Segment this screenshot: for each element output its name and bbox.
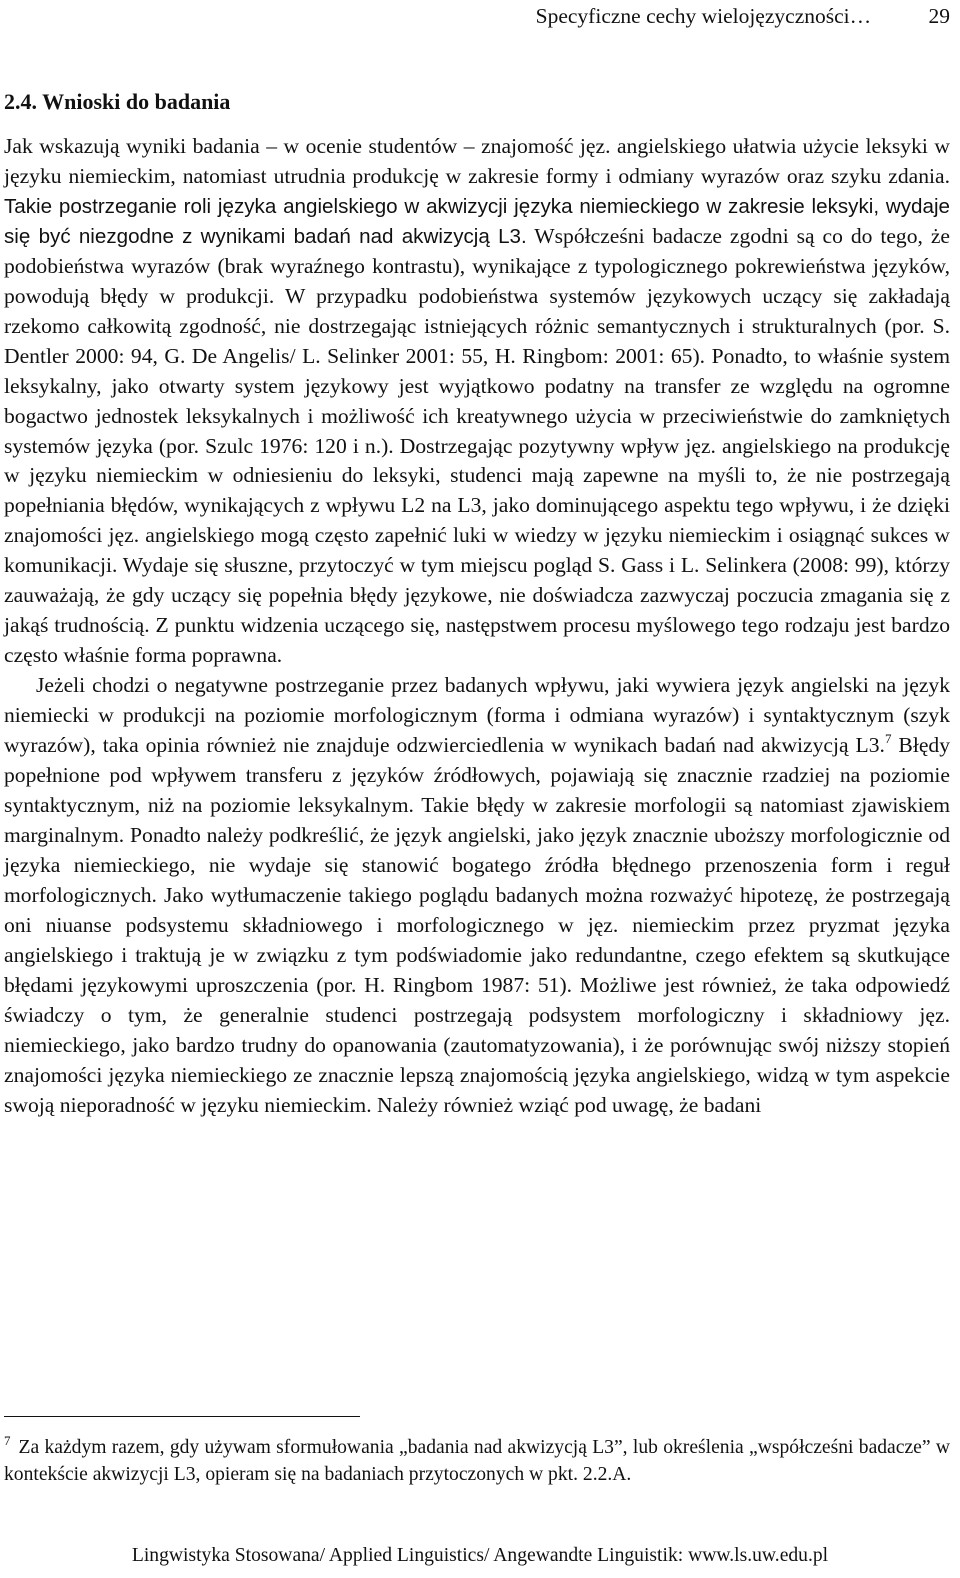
running-header bbox=[536, 2, 950, 30]
body-text bbox=[4, 132, 950, 1120]
paragraph-1-segment-2: Takie postrzeganie roli języka angielskiego w akwizycji języka niemieckiego w zakresie leksyki, wydaje się być niezgodne z wynikami badań nad akwizycją L3. bbox=[4, 194, 950, 248]
footnote-reference: 7 bbox=[884, 731, 892, 747]
page-number: 29 bbox=[928, 4, 950, 28]
running-title: Specyficzne cechy wielojęzyczności… bbox=[535, 4, 872, 28]
paragraph-1-segment-1: Jak wskazują wyniki badania – w ocenie studentów – znajomość jęz. angielskiego ułatwia użycie leksyki w języku niemieckim, natomiast utrudnia produkcję w zakresie formy i odmiany wyrazów oraz szyku zdania. bbox=[4, 134, 950, 188]
footnote bbox=[4, 1434, 950, 1488]
paragraph-2-after-ref: Błędy popełnione pod wpływem transferu z języków źródłowych, pojawiają się znacznie rzadziej na poziomie syntaktycznym, niż na poziomie leksykalnym. Takie błędy w zakresie morfologii są natomiast zjawiskiem marginalnym. Ponadto należy podkreślić, że język angielski, jako język znacznie uboższy morfologicznie od języka niemieckiego, nie wydaje się stanowić bogatego źródła błędnego przenoszenia form i reguł morfologicznych. Jako wytłumaczenie takiego poglądu badanych można rozważyć hipotezę, że postrzegają oni niuanse podsystemu składniowego i morfologicznego w jęz. niemieckim przez pryzmat języka angielskiego i traktują je w związku z tym podświadomie jako redundantne, czego efektem są skutkujące błędami językowymi uproszczenia (por. H. Ringbom 1987: 51). Możliwe jest również, że taka odpowiedź świadczy o tym, że generalnie studenci postrzegają podsystem morfologiczny i składniowy jęz. niemieckiego, jako bardzo trudny do opanowania (zautomatyzowania), i że porównując swój niższy stopień znajomości języka niemieckiego ze znacznie lepszą znajomością języka angielskiego, widzą w tym aspekcie swoją nieporadność w języku niemieckim. Należy również wziąć pod uwagę, że badani bbox=[4, 733, 950, 1117]
paragraph-1 bbox=[4, 132, 950, 671]
footnote-number: 7 bbox=[4, 1433, 11, 1448]
footnote-separator bbox=[4, 1416, 360, 1417]
journal-footer: Lingwistyka Stosowana/ Applied Linguistics/ Angewandte Linguistik: www.ls.uw.edu.pl bbox=[131, 1545, 829, 1566]
paragraph-1-segment-3: Współcześni badacze zgodni są co do tego, że podobieństwa wyrazów (brak wyraźnego kontrastu), wynikające z typologicznego pokrewieństwa języków, powodują błędy w produkcji. W przypadku podobieństwa systemów językowych uczący się zakładają rzekomo całkowitą zgodność, nie dostrzegając istniejących różnic semantycznych i strukturalnych (por. S. Dentler 2000: 94, G. De Angelis/ L. Selinker 2001: 55, H. Ringbom: 2001: 65). Ponadto, to właśnie system leksykalny, jako otwarty system językowy jest wyjątkowo podatny na transfer ze względu na ogromne bogactwo jednostek leksykalnych i możliwość ich kreatywnego użycia w przeciwieństwie do zamkniętych systemów języka (por. Szulc 1976: 120 i n.). Dostrzegając pozytywny wpływ jęz. angielskiego na produkcję w języku niemieckim w odniesieniu do leksyki, studenci mają zapewne na myśli to, że nie postrzegają popełniania błędów, wynikających z wpływu L2 na L3, jako dominującego aspektu tego wpływu, i że dzięki znajomości jęz. angielskiego mogą często zapełnić luki w wiedzy w języku niemieckim i osiągnąć sukces w komunikacji. Wydaje się słuszne, przytoczyć w tym miejscu pogląd S. Gass i L. Selinkera (2008: 99), którzy zauważają, że gdy uczący się popełnia błędy językowe, nie doświadcza zazwyczaj poczucia zmagania się z jakąś trudnością. Z punktu widzenia uczącego się, następstwem procesu myślowego tego rodzaju jest bardzo często właśnie forma poprawna. bbox=[4, 223, 950, 668]
footnote-text: Za każdym razem, gdy używam sformułowania „badania nad akwizycją L3”, lub określenia „współcześni badacze” w kontekście akwizycji L3, opieram się na badaniach przytoczonych w pkt. 2.2.A. bbox=[4, 1437, 950, 1485]
paragraph-2-before-ref: Jeżeli chodzi o negatywne postrzeganie przez badanych wpływu, jaki wywiera język angielski na język niemiecki w produkcji na poziomie morfologicznym (forma i odmiana wyrazów) i syntaktycznym (szyk wyrazów), taka opinia również nie znajduje odzwierciedlenia w wynikach badań nad akwizycją L3. bbox=[4, 673, 950, 758]
paragraph-2 bbox=[4, 671, 950, 1120]
section-heading: 2.4. Wnioski do badania bbox=[4, 89, 231, 114]
